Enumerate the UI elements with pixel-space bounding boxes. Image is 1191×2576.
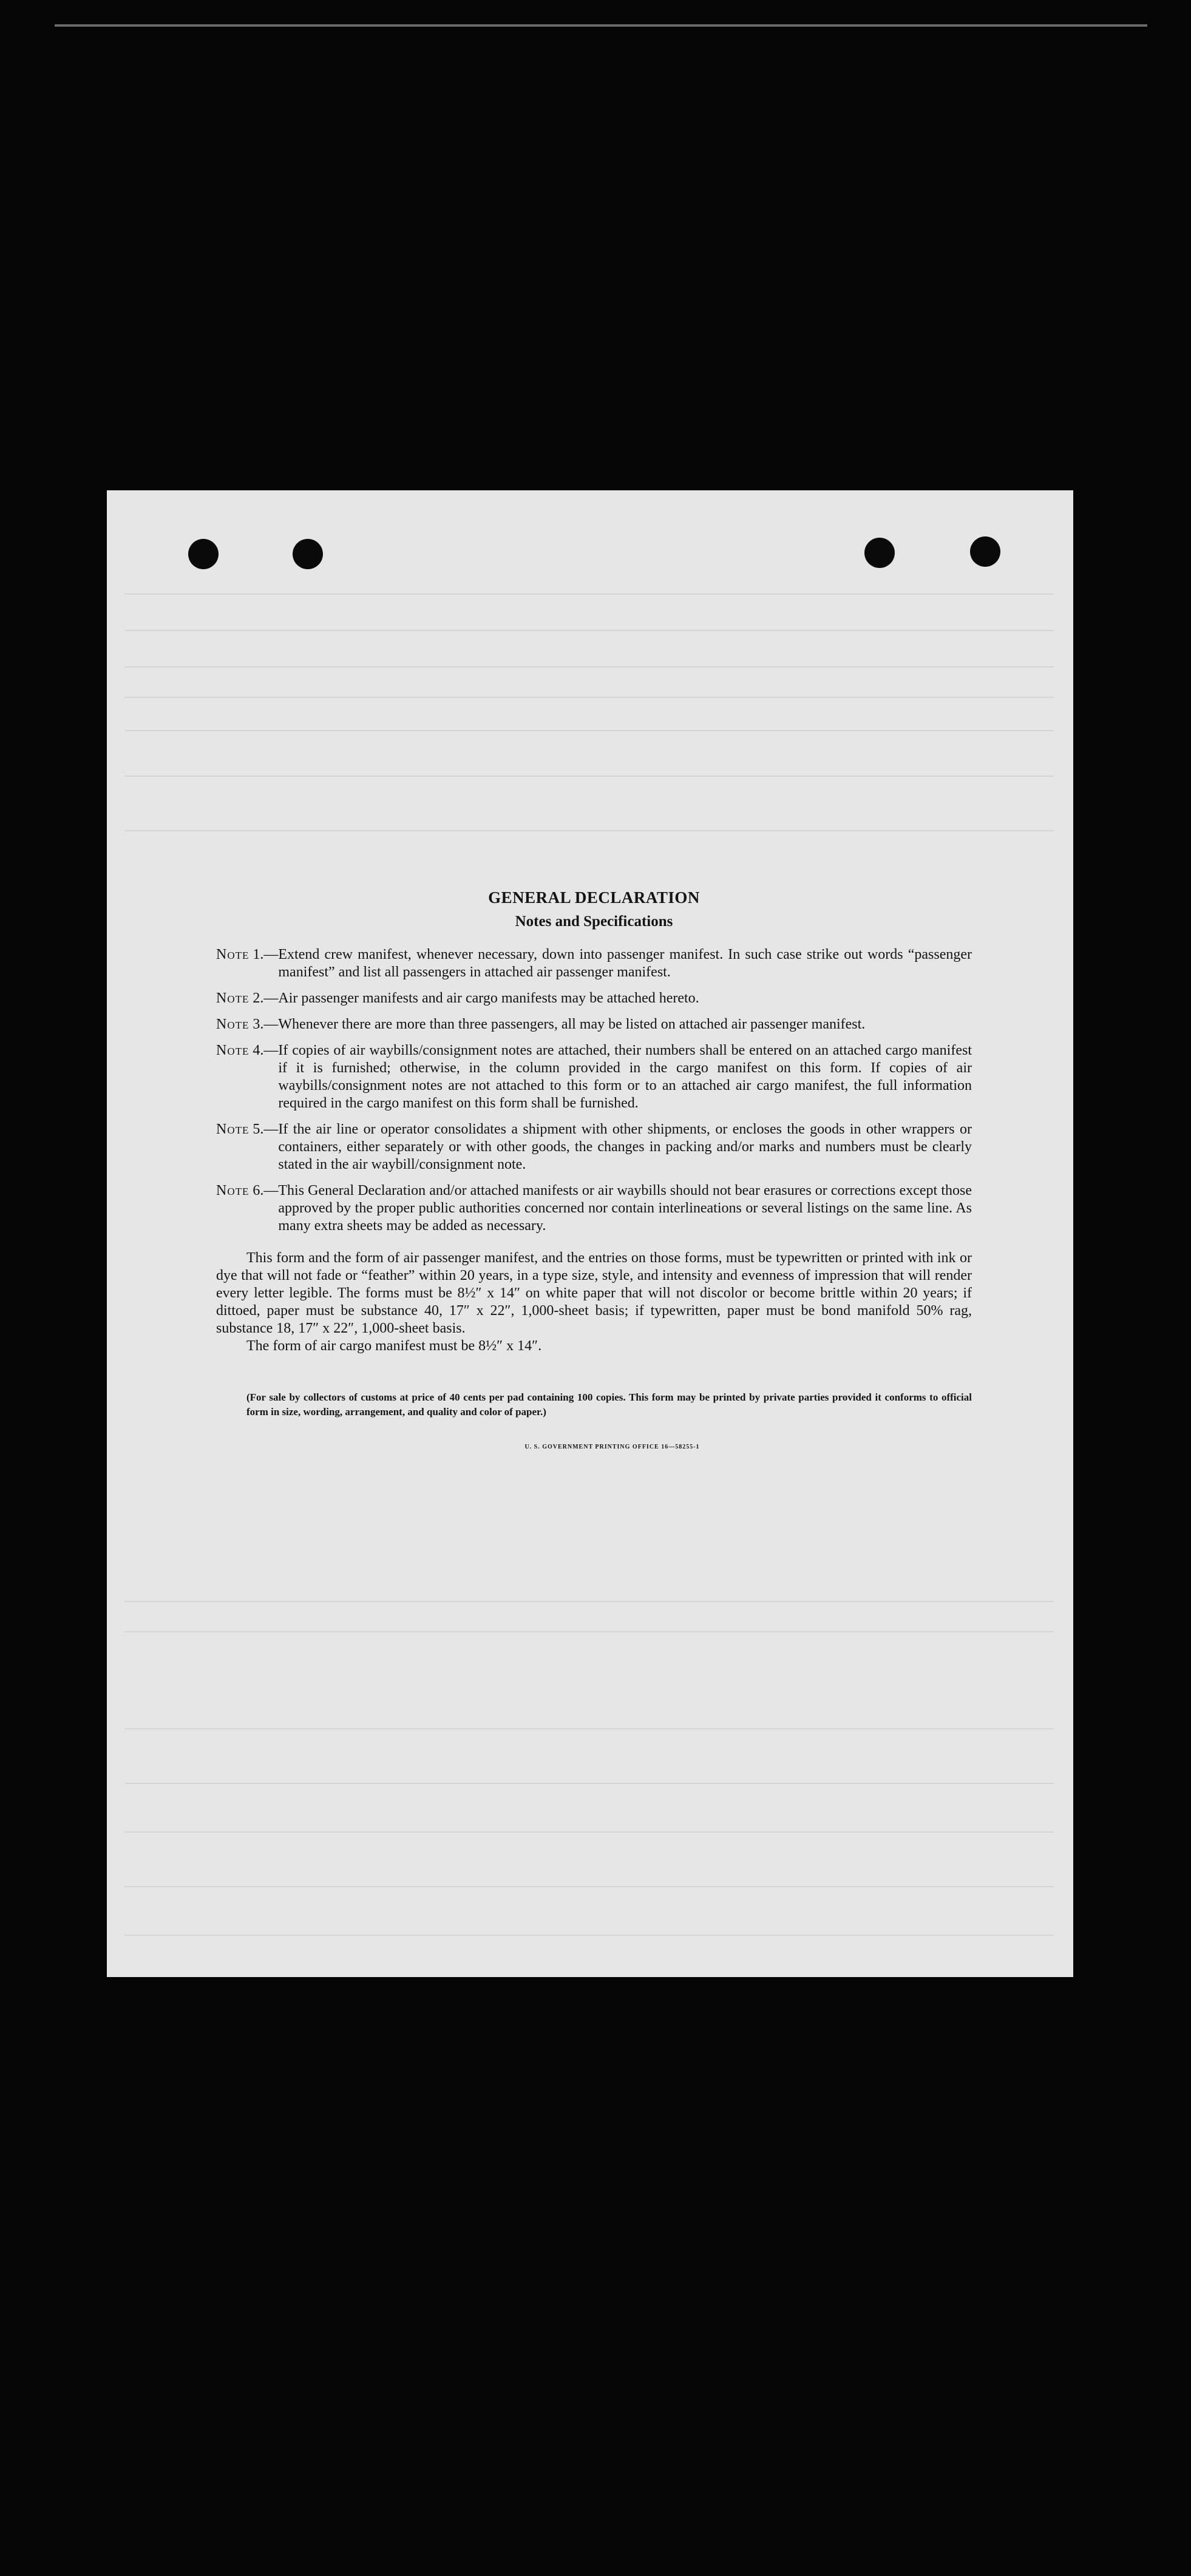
note-label-number: 2.— bbox=[253, 990, 279, 1006]
punch-hole-right-2 bbox=[970, 536, 1000, 567]
note-label-number: 6.— bbox=[253, 1183, 279, 1198]
note-text: Extend crew manifest, whenever necessary, down into passenger manifest. In such case strike out words “passenger manifest” and list all passengers in attached air passenger manifest. bbox=[278, 947, 972, 980]
note-label-word: Note bbox=[216, 1043, 249, 1058]
note-text: If the air line or operator consolidates a shipment with other shipments, or encloses the goods in other wrappers or containers, either separately or with other goods, the changes in packing and/or marks and numbers must be clearly stated in the air waybill/consignment note. bbox=[278, 1121, 972, 1172]
notes-content bbox=[216, 888, 972, 1450]
note-text: If copies of air waybills/consignment notes are attached, their numbers shall be entered on an attached cargo manifest if it is furnished; otherwise, in the column provided in the cargo manifest on this form. If copies of air waybills/consignment notes are not attached to this form or to an attached air cargo manifest, the full information required in the cargo manifest on this form shall be furnished. bbox=[278, 1043, 972, 1111]
note-label-word: Note bbox=[216, 947, 249, 962]
note-label-word: Note bbox=[216, 1121, 249, 1137]
printer-line: U. S. GOVERNMENT PRINTING OFFICE 16—58255-1 bbox=[524, 1444, 700, 1450]
note-text: This General Declaration and/or attached manifests or air waybills should not bear erasures or corrections except those approved by the proper public authorities concerned nor contain interlineations or several listings on the same line. As many extra sheets may be added as necessary. bbox=[278, 1183, 972, 1234]
note-text: Whenever there are more than three passengers, all may be listed on attached air passenger manifest. bbox=[278, 1016, 866, 1032]
note-5 bbox=[216, 1121, 972, 1174]
note-1 bbox=[216, 946, 972, 981]
note-label-number: 4.— bbox=[253, 1043, 279, 1058]
note-label-number: 1.— bbox=[253, 947, 279, 962]
scan-top-rule bbox=[55, 24, 1147, 27]
document-subtitle: Notes and Specifications bbox=[515, 913, 673, 930]
note-label-number: 5.— bbox=[253, 1121, 279, 1137]
punch-hole-left-2 bbox=[293, 539, 323, 569]
note-text: Air passenger manifests and air cargo manifests may be attached hereto. bbox=[278, 990, 699, 1006]
note-label-word: Note bbox=[216, 1183, 249, 1198]
cargo-manifest-size-line: The form of air cargo manifest must be 8½″ x 14″. bbox=[246, 1338, 542, 1354]
note-2 bbox=[216, 990, 972, 1007]
punch-hole-left-1 bbox=[188, 539, 219, 569]
note-6 bbox=[216, 1182, 972, 1235]
note-label-number: 3.— bbox=[253, 1016, 279, 1032]
note-3 bbox=[216, 1016, 972, 1033]
sale-notice: (For sale by collectors of customs at price of 40 cents per pad containing 100 copies. This form may be printed by private parties provided it conforms to official form in size, wording, arrangement, and quality and color of paper.) bbox=[246, 1391, 972, 1418]
note-label-word: Note bbox=[216, 1016, 249, 1032]
form-specification-paragraph: This form and the form of air passenger manifest, and the entries on those forms, must be typewritten or printed with ink or dye that will not fade or “feather” within 20 years, in a type size, style, and intensity and evenness of impression that will render every letter legible. The forms must be 8½″ x 14″ on white paper that will not discolor or become brittle within 20 years; if dittoed, paper must be substance 40, 17″ x 22″, 1,000-sheet basis; if typewritten, paper must be bond manifold 50% rag, substance 18, 17″ x 22″, 1,000-sheet basis. bbox=[216, 1250, 972, 1336]
document-page bbox=[107, 490, 1073, 1977]
note-label-word: Note bbox=[216, 990, 249, 1006]
punch-hole-right-1 bbox=[864, 538, 895, 568]
document-title: GENERAL DECLARATION bbox=[488, 888, 700, 907]
note-4 bbox=[216, 1042, 972, 1112]
